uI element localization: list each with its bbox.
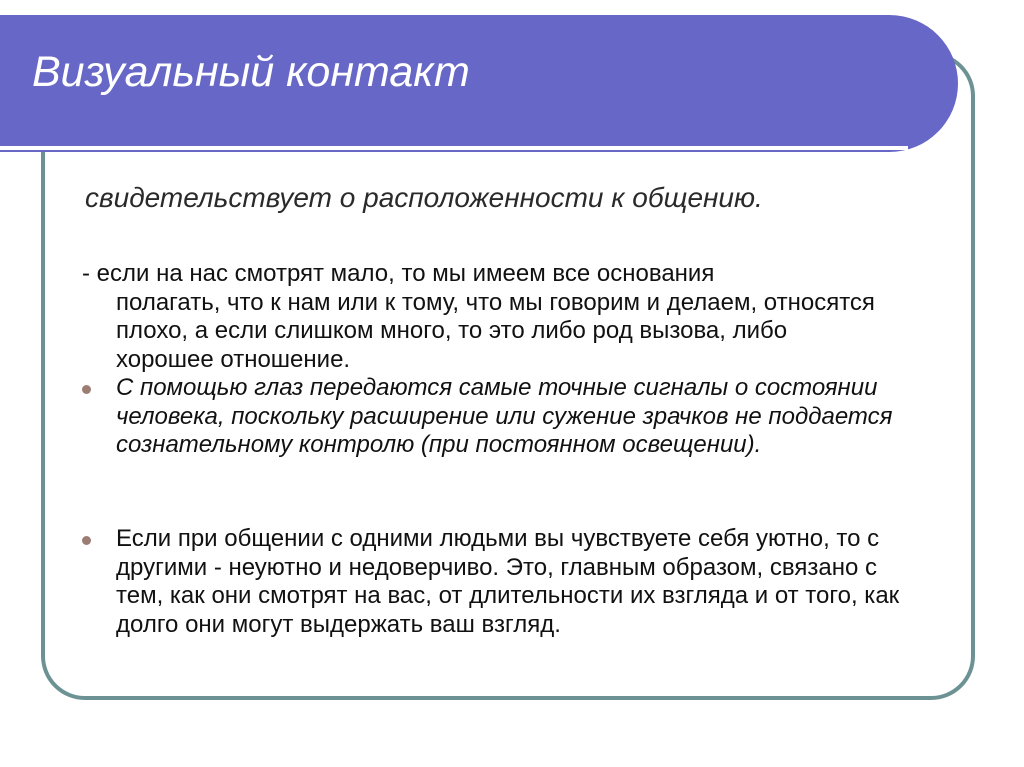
dash-paragraph-continuation: полагать, что к нам или к тому, что мы говорим и делаем, относятся плохо, а если слишком много, то это либо род вызова, либо хорошее отношение. (116, 288, 875, 373)
dash-paragraph (82, 260, 882, 374)
bullet-text: Если при общении с одними людьми вы чувствуете себя уютно, то с другими - неуютно и недоверчиво. Это, главным образом, связано с тем, как они смотрят на вас, от длительности их взгляда и от того, как долго они могут выдержать ваш взгляд. (116, 525, 900, 638)
bullet-text: С помощью глаз передаются самые точные сигналы о состоянии человека, поскольку расширение или сужение зрачков не поддается сознательному контролю (при постоянном освещении). (116, 374, 893, 458)
slide-subtitle: свидетельствует о расположенности к общению. (85, 182, 763, 213)
title-underline (0, 146, 908, 150)
bullet-dot-icon (82, 385, 91, 394)
slide-title: Визуальный контакт (32, 48, 470, 96)
bullet-dot-icon (82, 536, 91, 545)
dash-paragraph-first-line: - если на нас смотрят мало, то мы имеем все основания (82, 260, 715, 287)
